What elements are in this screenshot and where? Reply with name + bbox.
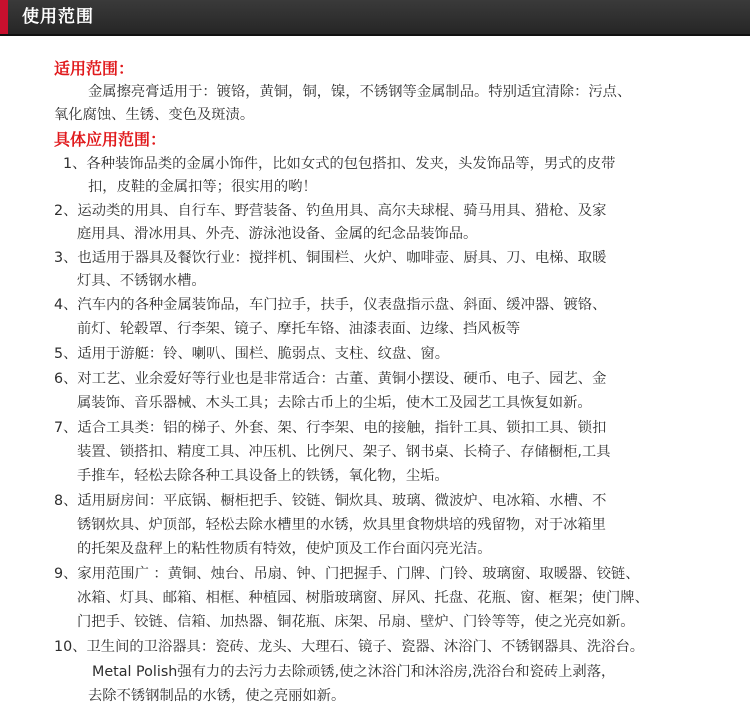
page-title: 使用范围 [22,7,94,27]
application-line: 3、也适用于器具及餐饮行业：搅拌机、铜围栏、火炉、咖啡壶、厨具、刀、电梯、取暖 [54,250,607,266]
application-line: 庭用具、滑冰用具、外壳、游泳池设备、金属的纪念品装饰品。 [77,226,478,242]
application-line: 4、汽车内的各种金属装饰品，车门拉手，扶手，仪表盘指示盘、斜面、缓冲器、镀铬、 [54,297,607,313]
application-line: 8、适用厨房间：平底锅、橱柜把手、铰链、铜炊具、玻璃、微波炉、电冰箱、水槽、不 [54,493,607,509]
application-line: 5、适用于游艇：铃、喇叭、围栏、脆弱点、支柱、纹盘、窗。 [54,346,450,362]
scope-line: 氧化腐蚀、生锈、变色及斑渍。 [54,107,255,123]
application-line: Metal Polish强有力的去污力去除顽锈,使之沐浴门和沐浴房,洗浴台和瓷砖上剥落， [92,664,616,680]
application-line: 7、适合工具类：铝的梯子、外套、架、行李架、电的接触，指针工具、锁扣工具、锁扣 [54,420,607,436]
application-line: 6、对工艺、业余爱好等行业也是非常适合：古董、黄铜小摆设、硬币、电子、园艺、金 [54,371,607,387]
application-line: 锈钢炊具、炉顶部，轻松去除水槽里的水锈，炊具里食物烘培的残留物，对于冰箱里 [77,517,606,533]
scope-heading: 适用范围： [54,59,135,78]
application-line: 1、各种装饰品类的金属小饰件，比如女式的包包搭扣、发夹，头发饰品等，男式的皮带 [63,156,616,172]
application-line: 前灯、轮毂罩、行李架、镜子、摩托车铬、油漆表面、边缘、挡风板等 [77,321,521,337]
application-line: 门把手、铰链、信箱、加热器、铜花瓶、床架、吊扇、壁炉、门铃等等，使之光亮如新。 [77,614,635,630]
application-line: 属装饰、音乐器械、木头工具；去除古币上的尘垢，使木工及园艺工具恢复如新。 [77,395,592,411]
application-line: 2、运动类的用具、自行车、野营装备、钓鱼用具、高尔夫球棍、骑马用具、猎枪、及家 [54,203,607,219]
application-line: 灯具、不锈钢水槽。 [77,273,206,289]
applications-heading: 具体应用范围： [54,130,167,149]
application-line: 扣，皮鞋的金属扣等；很实用的哟！ [88,179,317,195]
application-line: 手推车，轻松去除各种工具设备上的铁锈，氧化物，尘垢。 [77,468,449,484]
scope-line: 金属擦亮膏适用于：镀铬，黄铜，铜，镍，不锈钢等金属制品。特别适宜清除：污点、 [88,84,632,100]
application-line: 10、卫生间的卫浴器具：瓷砖、龙头、大理石、镜子、瓷器、沐浴门、不锈钢器具、洗浴台。 [54,639,645,655]
application-line: 装置、锁搭扣、精度工具、冲压机、比例尺、架子、钢书桌、长椅子、存储橱柜,工具 [77,444,611,460]
application-line: 9、家用范围广 ：黄铜、烛台、吊扇、钟、门把握手、门牌、门铃、玻璃窗、取暖器、铰链、 [54,566,640,582]
application-line: 去除不锈钢制品的水锈，使之亮丽如新。 [88,688,346,704]
application-line: 冰箱、灯具、邮箱、相框、种植园、树脂玻璃窗、屏风、托盘、花瓶、窗、框架；使门牌、 [77,590,649,606]
header-bar [0,0,750,36]
header-accent [0,0,8,34]
application-line: 的托架及盘秤上的粘性物质有特效，使炉顶及工作台面闪亮光洁。 [77,541,492,557]
